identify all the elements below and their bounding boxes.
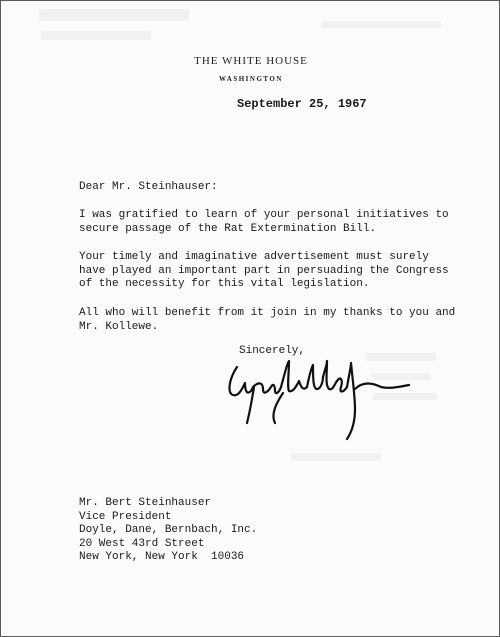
- recipient-address: [79, 497, 257, 565]
- letterhead-title: THE WHITE HOUSE: [194, 55, 308, 67]
- paragraph-line: of the necessity for this vital legislation.: [79, 278, 370, 290]
- letterhead-subtitle: WASHINGTON: [219, 75, 283, 83]
- paragraph-line: I was gratified to learn of your personal initiatives to: [79, 209, 449, 221]
- address-line: Vice President: [79, 510, 172, 523]
- paragraph-line: have played an important part in persuading the Congress: [79, 264, 449, 277]
- paragraph-line: secure passage of the Rat Extermination Bill.: [79, 222, 377, 235]
- paragraph-line: All who will benefit from it join in my thanks to you and: [79, 307, 456, 319]
- show-through-smudge: [321, 21, 441, 28]
- show-through-smudge: [39, 9, 189, 21]
- paragraph-line: Mr. Kollewe.: [79, 320, 159, 333]
- letter-date: September 25, 1967: [237, 97, 367, 111]
- body-paragraph-3: [79, 307, 455, 334]
- body-paragraph-2: [79, 251, 449, 292]
- address-line: New York, New York 10036: [79, 551, 245, 563]
- closing: Sincerely,: [239, 345, 306, 357]
- address-line: Doyle, Dane, Bernbach, Inc.: [79, 524, 258, 536]
- salutation: Dear Mr. Steinhauser:: [79, 181, 218, 193]
- paragraph-line: Your timely and imaginative advertisement must surely: [79, 251, 429, 263]
- show-through-smudge: [291, 453, 381, 461]
- address-line: 20 West 43rd Street: [79, 537, 205, 550]
- handwritten-signature-icon: [223, 353, 413, 445]
- body-paragraph-1: [79, 209, 449, 236]
- show-through-smudge: [41, 31, 151, 40]
- address-line: Mr. Bert Steinhauser: [79, 497, 212, 509]
